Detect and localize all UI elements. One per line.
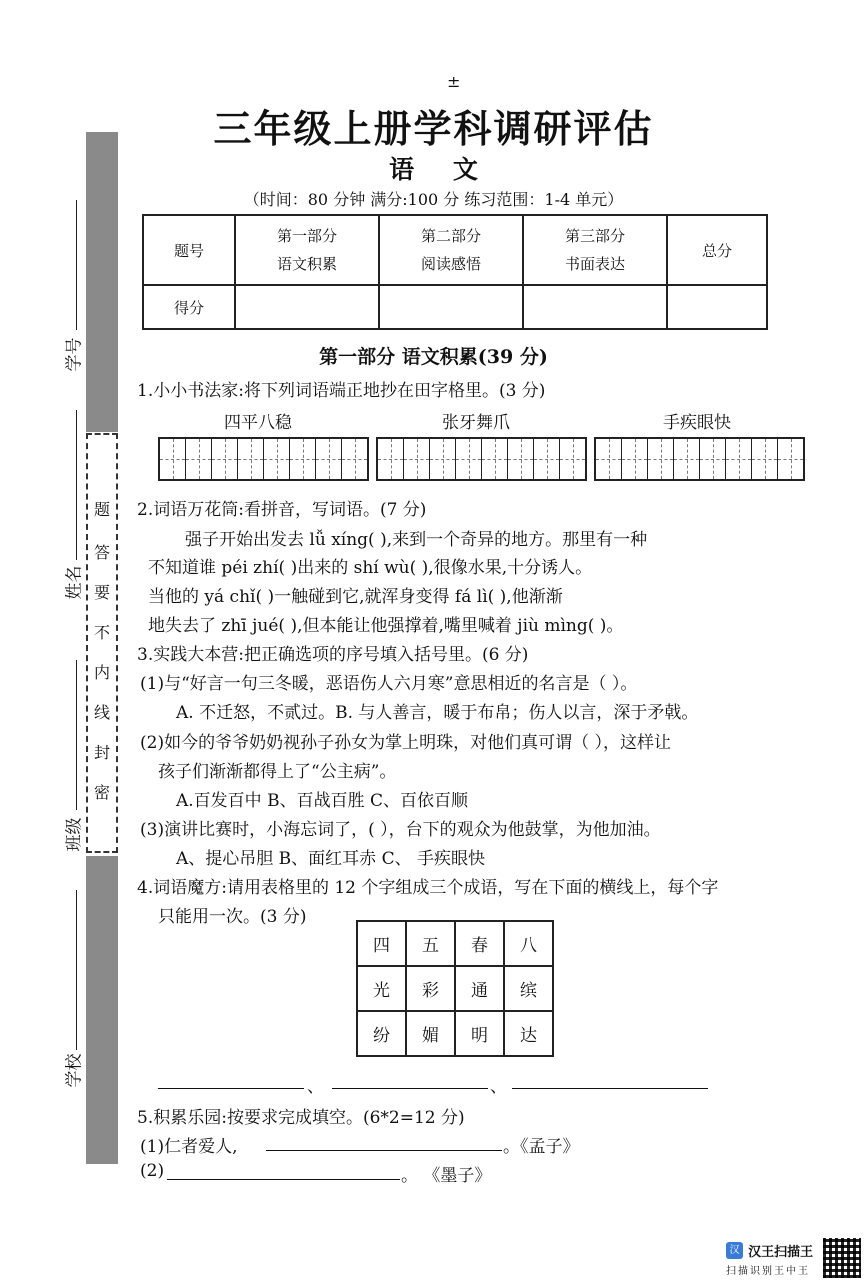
q2-line: 不知道谁 péi zhí( )出来的 shí wù( ),很像水果,十分诱人。 <box>148 558 593 578</box>
scanner-logo-icon: 汉 <box>726 1242 743 1259</box>
q3-option: A.百发百中 B、百战百胜 C、百依百顺 <box>176 791 468 811</box>
seal-char: 要 <box>94 583 111 602</box>
q5-item1-pre: (1)仁者爱人, <box>140 1137 238 1157</box>
seal-char: 不 <box>94 623 111 642</box>
seal-char: 答 <box>94 543 111 562</box>
score-row-label: 得分 <box>143 285 235 329</box>
score-cell-total[interactable] <box>667 285 767 329</box>
exam-title: 三年级上册学科调研评估 <box>213 107 654 151</box>
q1-prompt: 1.小小书法家:将下列词语端正地抄在田字格里。(3 分) <box>137 381 546 401</box>
score-header-total: 总分 <box>667 215 767 285</box>
student-number-label: 学号 <box>64 337 85 372</box>
score-header-part3: 第三部分 书面表达 <box>523 215 667 285</box>
q3-prompt: 3.实践大本营:把正确选项的序号填入括号里。(6 分) <box>137 645 529 665</box>
q1-word: 张牙舞爪 <box>442 413 510 433</box>
student-name-label: 姓名 <box>64 565 85 600</box>
school-field[interactable] <box>76 890 77 1050</box>
tian-grid[interactable] <box>376 437 587 481</box>
answer-blank[interactable] <box>332 1088 488 1089</box>
grid-char: 五 <box>406 921 455 966</box>
sidebar-bar-bottom <box>86 856 118 1164</box>
q3-option: A. 不迁怒，不贰过。B. 与人善言，暖于布帛；伤人以言，深于矛戟。 <box>176 703 699 723</box>
q4-prompt-cont: 只能用一次。(3 分) <box>158 907 307 927</box>
seal-char: 密 <box>94 783 111 802</box>
q2-line: 当他的 yá chǐ( )一触碰到它,就浑身变得 fá lì( ),他渐渐 <box>148 587 563 607</box>
seal-char: 封 <box>94 743 111 762</box>
scanner-tagline: 扫描识别王中王 <box>726 1266 810 1277</box>
q4-prompt: 4.词语魔方:请用表格里的 12 个字组成三个成语，写在下面的横线上，每个字 <box>137 878 719 898</box>
grid-char: 八 <box>504 921 553 966</box>
answer-blank[interactable] <box>512 1088 708 1089</box>
tian-grid[interactable] <box>594 437 805 481</box>
grid-char: 彩 <box>406 966 455 1011</box>
grid-char: 春 <box>455 921 504 966</box>
q2-prompt: 2.词语万花筒:看拼音，写词语。(7 分) <box>137 500 427 520</box>
score-cell-part1[interactable] <box>235 285 379 329</box>
sidebar-bar-top <box>86 132 118 432</box>
q3-line: (1)与“好言一句三冬暖，恶语伤人六月寒”意思相近的名言是（ ）。 <box>140 674 638 694</box>
section1-title: 第一部分 语文积累(39 分) <box>319 346 548 368</box>
student-name-field[interactable] <box>76 410 77 560</box>
qr-code-icon <box>823 1238 861 1278</box>
separator: 、 <box>490 1077 507 1097</box>
q5-item1-source: 。《孟子》 <box>503 1137 580 1157</box>
seal-char: 线 <box>94 703 111 722</box>
q3-option: A、提心吊胆 B、面红耳赤 C、 手疾眼快 <box>176 849 485 869</box>
grid-char: 光 <box>357 966 406 1011</box>
student-number-field[interactable] <box>76 200 77 330</box>
answer-blank[interactable] <box>167 1179 400 1180</box>
q5-item2-pre: (2) <box>140 1161 165 1181</box>
q1-word: 手疾眼快 <box>663 413 731 433</box>
q1-word: 四平八稳 <box>224 413 292 433</box>
score-header-part1: 第一部分 语文积累 <box>235 215 379 285</box>
answer-blank[interactable] <box>266 1150 502 1151</box>
q2-line: 地失去了 zhī jué( ),但本能让他强撑着,嘴里喊着 jiù mìng( )。 <box>148 616 624 636</box>
separator: 、 <box>307 1077 324 1097</box>
tian-grid[interactable] <box>158 437 369 481</box>
answer-blank[interactable] <box>158 1088 304 1089</box>
grid-char: 达 <box>504 1011 553 1056</box>
class-label: 班级 <box>64 817 85 852</box>
score-header-label: 题号 <box>143 215 235 285</box>
grid-char: 明 <box>455 1011 504 1056</box>
grid-char: 四 <box>357 921 406 966</box>
top-mark: ± <box>447 72 461 91</box>
subject-title: 语 文 <box>389 155 478 184</box>
q2-line: 强子开始出发去 lǚ xíng( ),来到一个奇异的地方。那里有一种 <box>185 530 648 550</box>
score-cell-part3[interactable] <box>523 285 667 329</box>
school-label: 学校 <box>64 1053 85 1088</box>
score-header-part2: 第二部分 阅读感悟 <box>379 215 523 285</box>
seal-char: 题 <box>94 500 111 519</box>
grid-char: 媚 <box>406 1011 455 1056</box>
q3-line: (3)演讲比赛时，小海忘词了，( ），台下的观众为他鼓掌，为他加油。 <box>140 820 661 840</box>
q5-item2-source: 。 《墨子》 <box>401 1166 492 1186</box>
score-cell-part2[interactable] <box>379 285 523 329</box>
q5-prompt: 5.积累乐园:按要求完成填空。(6*2=12 分) <box>137 1108 465 1128</box>
q3-line: 孩子们渐渐都得上了“公主病”。 <box>158 762 397 782</box>
seal-char: 内 <box>94 663 111 682</box>
grid-char: 纷 <box>357 1011 406 1056</box>
exam-meta: （时间：80 分钟 满分:100 分 练习范围：1-4 单元） <box>243 190 624 209</box>
score-table <box>142 214 768 330</box>
grid-char: 通 <box>455 966 504 1011</box>
char-grid <box>356 920 554 1057</box>
scanner-watermark <box>726 1240 813 1277</box>
q3-line: (2)如今的爷爷奶奶视孙子孙女为掌上明珠，对他们真可谓（ ），这样让 <box>140 733 671 753</box>
class-field[interactable] <box>76 660 77 810</box>
scanner-brand: 汉王扫描王 <box>748 1245 814 1260</box>
grid-char: 缤 <box>504 966 553 1011</box>
